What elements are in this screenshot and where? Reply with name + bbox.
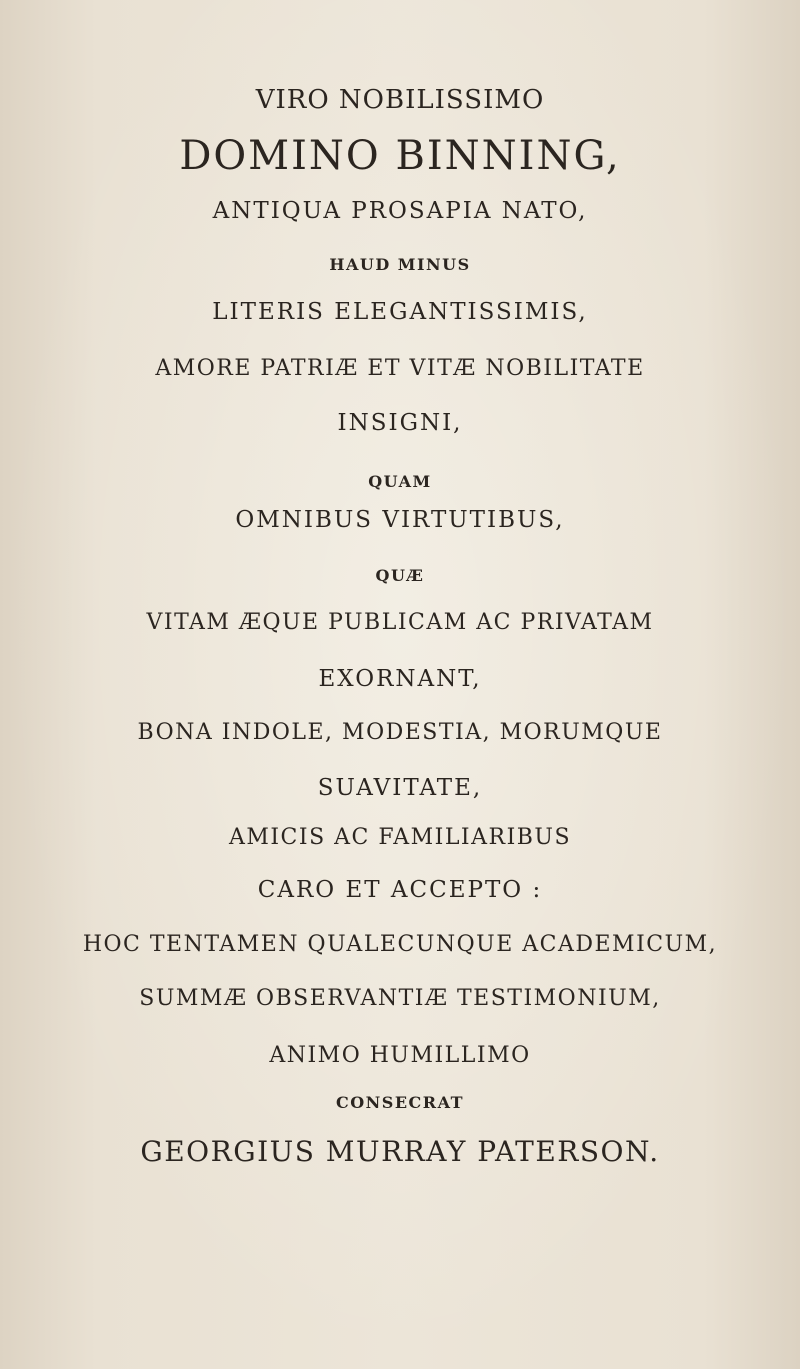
dedication-line-quae: QUÆ [375,566,425,585]
dedication-line-animo-humillimo: ANIMO HUMILLIMO [269,1043,531,1068]
dedication-line-insigni: INSIGNI, [337,410,463,436]
dedication-line-summae-observantiae: SUMMÆ OBSERVANTIÆ TESTIMONIUM, [139,986,661,1011]
dedication-line-bona-indole: BONA INDOLE, MODESTIA, MORUMQUE [137,720,663,745]
dedication-line-haud-minus: HAUD MINUS [329,255,471,274]
dedication-line-antiqua-prosapia: ANTIQUA PROSAPIA NATO, [212,198,588,224]
dedication-line-omnibus-virtutibus: OMNIBUS VIRTUTIBUS, [235,507,565,533]
dedication-line-suavitate: SUAVITATE, [317,775,483,801]
dedication-line-literis: LITERIS ELEGANTISSIMIS, [212,299,588,325]
dedication-line-amore-patriae: AMORE PATRIÆ ET VITÆ NOBILITATE [155,356,645,381]
dedication-line-amicis: AMICIS AC FAMILIARIBUS [228,825,572,850]
dedication-line-hoc-tentamen: HOC TENTAMEN QUALECUNQUE ACADEMICUM, [82,932,718,957]
dedication-line-viro-nobilissimo: VIRO NOBILISSIMO [255,85,545,115]
dedication-line-consecrat: CONSECRAT [335,1093,465,1112]
dedication-line-author-name: GEORGIUS MURRAY PATERSON. [140,1135,660,1168]
dedication-line-vitam-aeque: VITAM ÆQUE PUBLICAM AC PRIVATAM [146,610,654,635]
dedication-line-quam: QUAM [368,472,432,491]
dedication-line-caro-et-accepto: CARO ET ACCEPTO : [257,877,543,903]
dedication-line-exornant: EXORNANT, [318,666,482,692]
dedication-line-domino-binning: DOMINO BINNING, [179,133,621,179]
